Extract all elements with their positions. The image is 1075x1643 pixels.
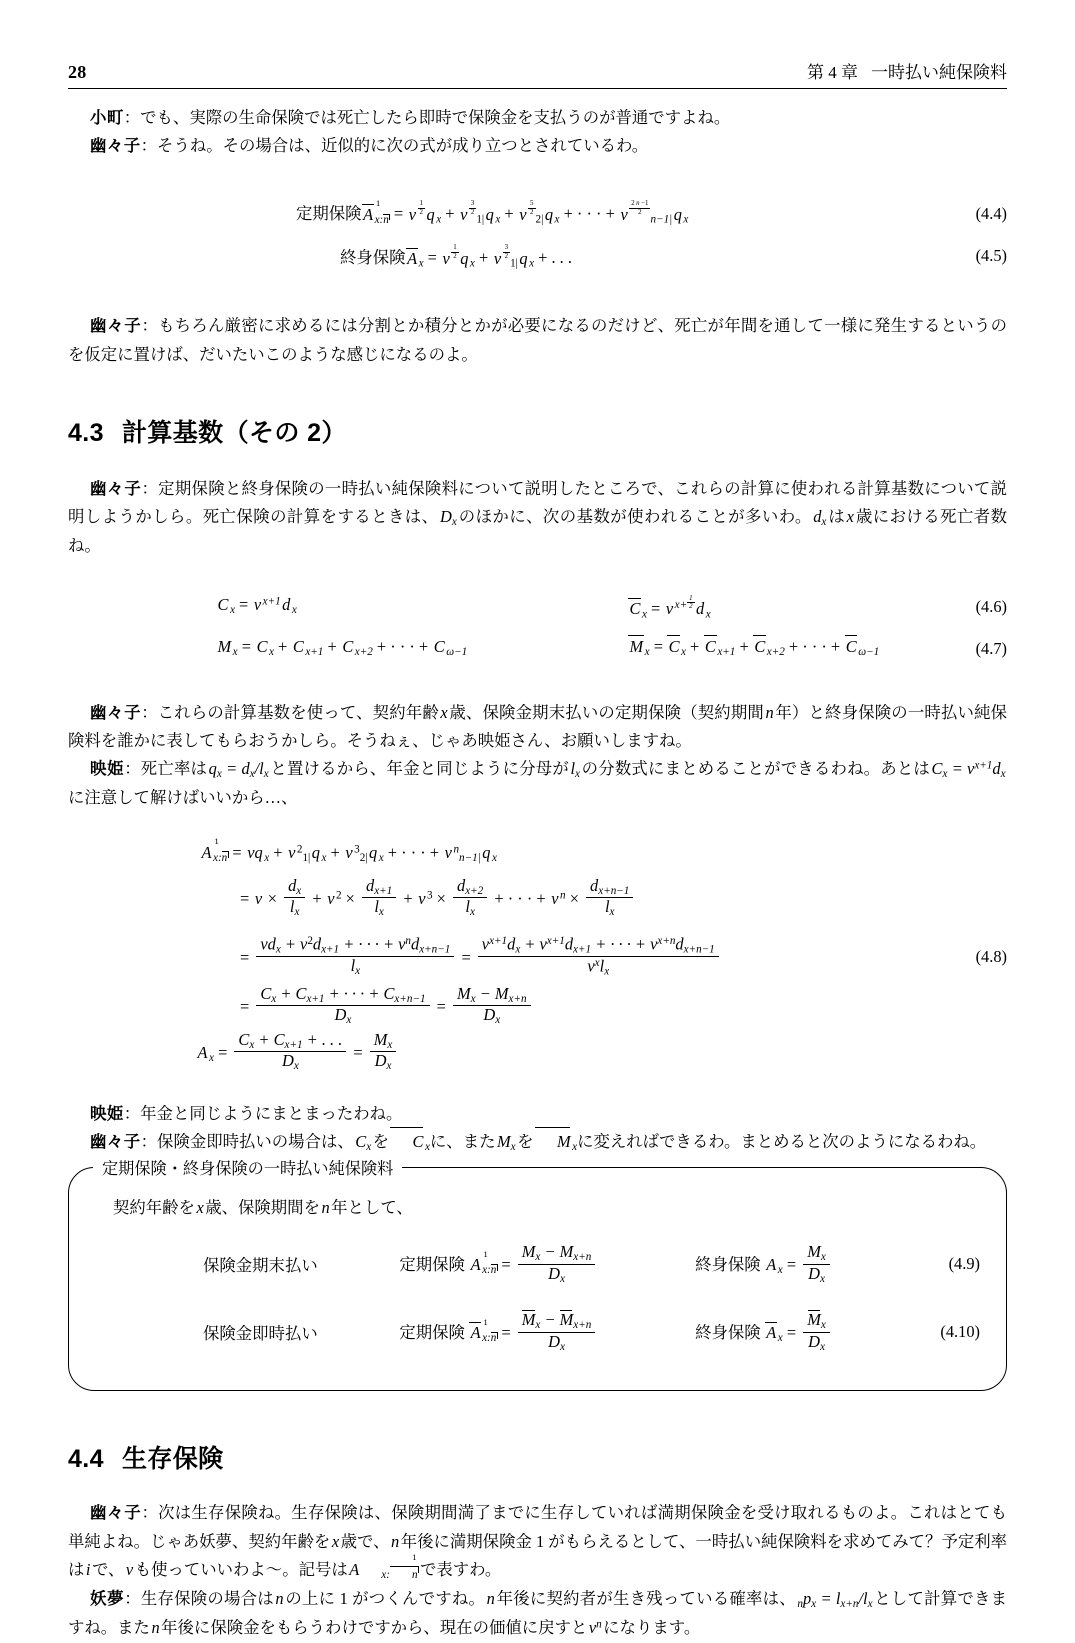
- dialogue-text: ：定期保険と終身保険の一時払い純保険料について説明したところで、これらの計算に使われる計算基数について説明しようかしら。死亡保険の計算をするときは、: [68, 478, 1007, 527]
- equation-4-4: 定期保険A 1 $_{x:n}$ = v $^{\frac{1}{2}}$ q $_x$ + v $^{\frac{3}{2}}$ $_{1|}$q $_x$ + v $^{\frac{5}{2}}$ $_{2|}$q $_x$ + · · · + v $^{\frac{2 n -1}{2}}$ $_{n-1|}$q $_x$ (4.4): [296, 198, 1007, 226]
- dialogue-text: 年後に満期保険金 1 がもらえるとして、一時払い純保険料を求めてみて？予定利率は: [68, 1531, 1008, 1579]
- row-label: 保険金期末払い: [203, 1256, 318, 1276]
- math-x: x: [846, 507, 854, 527]
- equation-4-8: [68, 836, 1007, 1073]
- dialogue-text: 歳、保険金期末払いの定期保険（契約期間: [449, 702, 764, 722]
- math-lx: $l_x$: [570, 759, 580, 781]
- math-vn: $v^n$: [588, 1618, 602, 1638]
- dialogue-text: を: [372, 1131, 390, 1151]
- speaker-name: 妖夢: [90, 1589, 125, 1609]
- dialogue-text: ：年金と同じようにまとまったわね。: [123, 1103, 403, 1123]
- whole-label: 終身保険: [695, 1255, 761, 1275]
- math-n: n: [391, 1531, 400, 1551]
- equation-number: (4.10): [940, 1322, 980, 1342]
- summary-formula-table: [95, 1230, 980, 1366]
- dialogue-yuyuko-4: [68, 699, 1007, 755]
- speaker-name: 小町: [90, 108, 124, 127]
- speaker-name: 幽々子: [90, 702, 142, 722]
- dialogue-text: に注意して解けばいいから…、: [68, 788, 298, 808]
- dialogue-yuyuko-3: [68, 475, 1007, 561]
- dialogue-text: も使っていいわよ～。記号は: [134, 1559, 348, 1579]
- dialogue-text: ：保険金即時払いの場合は、: [140, 1131, 354, 1151]
- math-Axn-endowment: A 1 $_{x: n}$: [348, 1560, 420, 1579]
- math-i: i: [85, 1559, 91, 1579]
- dialogue-text: ：そうね。その場合は、近似的に次の式が成り立つとされているわ。: [140, 136, 649, 156]
- section-number: 4.3: [68, 418, 104, 447]
- intro-text: 契約年齢を: [113, 1198, 195, 1218]
- equation-number: (4.8): [975, 946, 1007, 966]
- term-formula-imm: 定期保険 A 1 $_{x:n}$ = $\frac{M_x - M_{x+n}}{D_x}$: [399, 1298, 695, 1366]
- dialogue-text: に、また: [429, 1131, 496, 1151]
- math-x: x: [440, 702, 448, 722]
- summary-box-title: 定期保険・終身保険の一時払い純保険料: [93, 1155, 402, 1179]
- math-n: n: [321, 1198, 330, 1218]
- intro-text: 歳、保険期間を: [205, 1198, 320, 1218]
- math-Mx-bar: M: [533, 1128, 572, 1156]
- dialogue-text: 歳における死亡者数ね。: [68, 507, 1008, 556]
- math-dx: $d_x$: [813, 507, 827, 529]
- whole-label: 終身保険: [695, 1323, 761, 1343]
- dialogue-text: で、: [91, 1559, 125, 1579]
- dialogue-text: になります。: [603, 1618, 701, 1638]
- page-number: 28: [68, 62, 87, 82]
- math-Cx: $C_x$: [355, 1131, 372, 1153]
- math-n: n: [765, 702, 774, 722]
- eq-44-label: 定期保険: [296, 204, 362, 224]
- speaker-name: 幽々子: [90, 136, 141, 156]
- dialogue-text: と置けるから、年金と同じように分母が: [270, 759, 569, 779]
- dialogue-yuyuko-1: [68, 132, 1007, 160]
- speaker-name: 映姫: [90, 1103, 124, 1123]
- summary-box-intro: [95, 1194, 980, 1218]
- dialogue-text: 年後に保険金をもらうわけですから、現在の価値に戻すと: [161, 1618, 588, 1638]
- eq48-line-4: = $\frac{C_x + C_{x+1} + \cdot \cdot \cdot + C_{x+n-1}}{D_x}$ = $\frac{M_x - M_{x+n}}{D_x}$: [240, 985, 534, 1027]
- eq-45-label: 終身保険: [340, 248, 406, 268]
- equation-group-46-47: [68, 595, 1007, 673]
- equation-group-44-45: [68, 200, 1007, 282]
- equation-number: (4.4): [975, 204, 1007, 224]
- dialogue-yuyuko-2: [68, 312, 1007, 368]
- section-title: 計算基数（その 2）: [121, 418, 347, 447]
- dialogue-text: ：生存保険の場合は: [124, 1589, 274, 1609]
- section-heading-4-3: [68, 413, 1007, 449]
- dialogue-text: ：次は生存保険ね。生存保険は、保険期間満了までに生存していれば満期保険金を受け取れるものよ。これはとても単純よね。じゃあ妖夢、契約年齢を: [68, 1503, 1007, 1551]
- speaker-name: 幽々子: [90, 1503, 142, 1523]
- eq48-line-2: = v × $\frac{d_x}{l_x}$ + v $^2$ × $\frac{d_{x+1}}{l_x}$ + v $^3$ × $\frac{d_{x+2}}{l_x}$ + · · · + v $^n$ × $\frac{d_{x+n-1}}{l_x}$: [240, 877, 636, 919]
- eq48-line-1: A 1 $_{x:n}$ = vq $_x$ + v $^2_{1|}$q $_x$ + v $^3_{2|}$q $_x$ + · · · + v $^n_{n-1|}$q $_x$: [201, 836, 497, 864]
- dialogue-text: のほかに、次の基数が使われることが多いわ。: [458, 507, 812, 527]
- table-row: [95, 1298, 980, 1366]
- term-formula-end: 定期保険 A 1 $_{x:n}$ = $\frac{M_x - M_{x+n}}{D_x}$: [399, 1230, 695, 1298]
- math-qx-eq: $q_x = d_x/l_x$: [208, 759, 269, 781]
- speaker-name: 幽々子: [90, 478, 142, 498]
- dialogue-text: ：これらの計算基数を使って、契約年齢: [141, 702, 439, 722]
- math-v: v: [125, 1559, 134, 1579]
- math-x: x: [196, 1198, 204, 1218]
- speaker-name: 幽々子: [90, 1131, 141, 1151]
- dialogue-eiki-2: [68, 1100, 1007, 1128]
- chapter-label: 第 4 章: [807, 63, 858, 82]
- dialogue-text: の上に 1 がつくんですね。: [285, 1589, 486, 1609]
- speaker-name: 映姫: [90, 759, 125, 779]
- equation-number: (4.9): [948, 1254, 980, 1274]
- dialogue-text: として計算できますね。また: [68, 1589, 1008, 1638]
- dialogue-text: を: [517, 1131, 534, 1151]
- whole-formula-end: 終身保険 A $_x$ = $\frac{M_x}{D_x}$: [695, 1230, 940, 1298]
- equation-4-5: 終身保険A $_x$ = v $^{\frac{1}{2}}$ q $_x$ + v $^{\frac{3}{2}}$ $_{1|}$q $_x$ + . . . (4.5): [340, 244, 1007, 270]
- page-body: [68, 104, 1007, 1643]
- speaker-name: 幽々子: [90, 316, 142, 336]
- dialogue-text: 年後に契約者が生き残っている確率は、: [496, 1589, 796, 1609]
- dialogue-komachi-1: [68, 104, 1007, 132]
- eq48-line-5: A $_x$ = $\frac{C_x + C_{x+1} + . . .}{D_x}$ = $\frac{M_x}{D_x}$: [196, 1031, 399, 1073]
- table-row: [95, 1230, 980, 1298]
- dialogue-eiki-1: [68, 755, 1007, 813]
- math-n: n: [275, 1589, 284, 1609]
- dialogue-yuyuko-5: 幽々子：保険金即時払いの場合は、$C_x$を C $_x$に、また$M_x$を M $_x$に変えればできるわ。まとめると次のようになるわね。: [68, 1128, 1007, 1157]
- equation-4-6: C $_x$ = v $^{x+1}$d $_x$ C $_x$ = v $^{x+ \frac{1}{2}}$ d $_x$ (4.6): [217, 594, 1007, 620]
- summary-box: [68, 1160, 1007, 1391]
- dialogue-text: ：もちろん厳密に求めるには分割とか積分とかが必要になるのだけど、死亡が年間を通して一様に発生するというのを仮定に置けば、だいたいこのような感じになるのよ。: [68, 316, 1007, 364]
- section-heading-4-4: [68, 1439, 1007, 1475]
- equation-4-7: M $_x$ = C $_x$ + C $_{x+1}$ + C $_{x+2}$ + · · · + C $_{\omega-1}$ M $_x$ = C $_x$ + C $_{x+1}$ + C $_{x+2}$ + · · · + C $_{\omega-1}$ (4.7): [217, 636, 1007, 658]
- section-number: 4.4: [68, 1445, 104, 1474]
- equation-number: (4.7): [975, 638, 1007, 658]
- math-Cx-def: $C_x = v^{x+1}d_x$: [931, 759, 1006, 781]
- dialogue-text: 歳で、: [340, 1531, 390, 1551]
- intro-text: 年として、: [331, 1198, 413, 1218]
- math-n: n: [486, 1589, 495, 1609]
- dialogue-text: 年）と終身保険の一時払い純保険料を誰かに表してもらおうかしら。そうねぇ、じゃあ映姫さん、お願いしますね。: [68, 702, 1008, 750]
- equation-number: (4.6): [975, 596, 1007, 616]
- math-Dx: $D_x$: [439, 507, 457, 529]
- math-Mx: $M_x$: [496, 1131, 516, 1153]
- chapter-heading: [807, 58, 1007, 83]
- dialogue-yuyuko-6: [68, 1499, 1007, 1585]
- term-label: 定期保険: [399, 1323, 465, 1343]
- math-x: x: [331, 1531, 340, 1551]
- math-n: n: [151, 1618, 160, 1638]
- dialogue-youmu-1: [68, 1585, 1007, 1643]
- chapter-title: 一時払い純保険料: [871, 63, 1007, 82]
- dialogue-text: の分数式にまとめることができるわね。あとは: [581, 759, 931, 779]
- dialogue-text: ：でも、実際の生命保険では死亡したら即時で保険金を支払うのが普通ですよね。: [123, 108, 731, 127]
- dialogue-text: ：死亡率は: [124, 759, 208, 779]
- whole-formula-imm: 終身保険 A $_x$ = $\frac{M_x}{D_x}$: [695, 1298, 940, 1366]
- dialogue-text: に変えればできるわ。まとめると次のようになるわね。: [577, 1131, 987, 1151]
- math-Cx-bar: C: [389, 1128, 425, 1156]
- row-label: 保険金即時払い: [203, 1324, 318, 1344]
- dialogue-text: で表すわ。: [420, 1559, 502, 1579]
- dialogue-text: は: [827, 507, 846, 527]
- math-npx: $_np_x = l_{x+n}/l_x$: [797, 1589, 873, 1611]
- page-header: [68, 58, 1007, 92]
- eq48-line-3: = $\frac{vd_x + v^2d_{x+1} + \cdot \cdot \cdot + v^nd_{x+n-1}}{l_x}$ = $\frac{v^{x+1}d_x + v^{x+1}d_{x+1} + \cdot \cdot \cdot + v^{x+n}d_{x+n-1}}{v^xl_x}$: [240, 935, 722, 978]
- section-title: 生存保険: [121, 1445, 224, 1474]
- equation-number: (4.5): [975, 246, 1007, 266]
- term-label: 定期保険: [399, 1255, 465, 1275]
